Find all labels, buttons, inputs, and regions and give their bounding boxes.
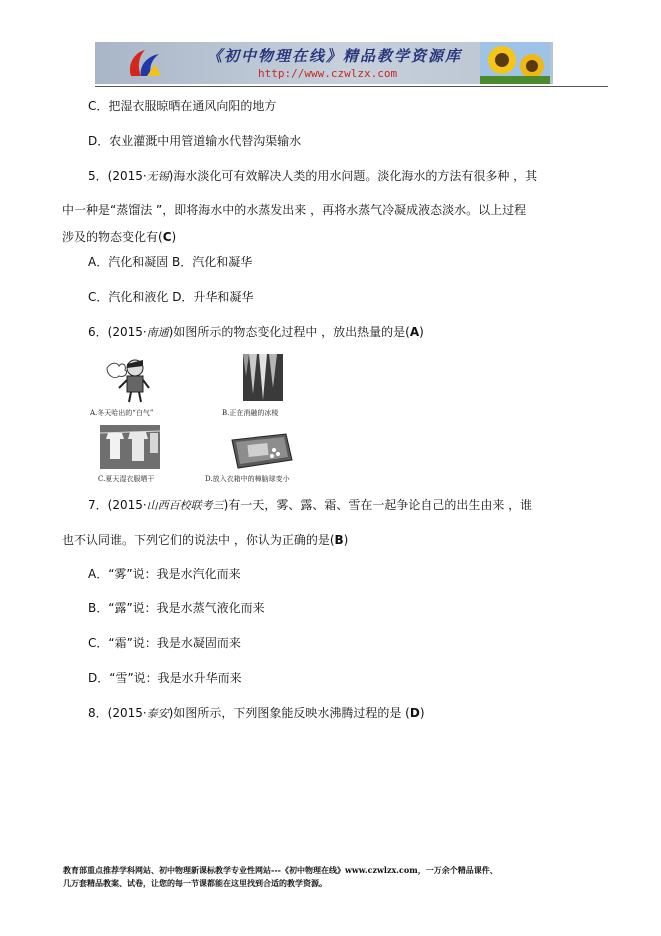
figure-d-caption: D.放入衣箱中的樟脑球变小 (205, 475, 290, 483)
q7-close: ) (343, 533, 349, 547)
question-7-line-1 (88, 497, 532, 514)
q5-source: 无锡 (146, 170, 169, 183)
banner-url[interactable]: http://www.czwlzx.com (258, 67, 398, 80)
q5-options-ab: A．汽化和凝固 B．汽化和凝华 (88, 255, 253, 269)
q7-number: 7．(2015· (88, 498, 147, 512)
q6-number: 6．(2015· (88, 325, 147, 339)
q6-source: 南通 (146, 326, 169, 339)
header-rule (95, 86, 608, 87)
q7-source: 山西百校联考三 (146, 499, 224, 512)
figure-a-white-breath (103, 354, 153, 404)
site-logo-icon (125, 46, 165, 80)
q8-close: ) (419, 706, 425, 720)
footer-line-2: 几万套精品教案、试卷，让您的每一节课都能在这里找到合适的教学资源。 (63, 878, 327, 888)
figure-b-melting-icicle (243, 354, 283, 401)
q8-answer: D (409, 706, 420, 720)
q5-number: 5．(2015· (88, 169, 147, 183)
q6-answer: A (409, 325, 420, 339)
q7-stem-end: 也不认同谁。下列它们的说法中 ，你认为正确的是( (62, 533, 335, 547)
q7-option-b: B．“露”说：我是水蒸气液化而来 (88, 601, 265, 615)
option-d-prev: D．农业灌溉中用管道输水代替沟渠输水 (88, 134, 302, 148)
q5-answer: C (162, 230, 172, 244)
q6-text: )如图所示的物态变化过程中 ，放出热量的是( (168, 325, 410, 339)
q7-option-c: C．“霜”说：我是水凝固而来 (88, 636, 241, 650)
figure-c-caption: C.夏天湿衣服晒干 (98, 475, 155, 483)
q6-close: ) (419, 325, 424, 339)
q5-text: )海水淡化可有效解决人类的用水问题。淡化海水的方法有很多种 ，其 (168, 169, 538, 183)
header-banner (95, 42, 553, 84)
question-5-line-3 (62, 229, 176, 245)
q7-option-d: D．“雪”说：我是水升华而来 (88, 671, 242, 685)
question-5-line-1 (88, 168, 537, 185)
q7-answer: B (334, 533, 344, 547)
figure-d-suitcase-mothballs (226, 426, 294, 470)
q5-options-cd: C．汽化和液化 D．升华和凝华 (88, 290, 254, 304)
figure-a-caption: A.冬天哈出的“白气” (90, 409, 154, 417)
q8-source: 泰安 (146, 707, 169, 720)
banner-title: 《初中物理在线》精品教学资源库 (207, 47, 463, 65)
q8-number: 8．(2015· (88, 706, 147, 720)
option-c-prev: C．把湿衣服晾晒在通风向阳的地方 (88, 99, 277, 113)
question-7-line-2 (62, 532, 348, 548)
question-8 (88, 705, 425, 722)
question-6 (88, 324, 424, 341)
footer-line-1: 教育部重点推荐学科网站、初中物理新课标教学专业性网站---《初中物理在线》www.czwlzx.com，一万余个精品课件、 (63, 865, 498, 875)
q7-text: )有一天，雾、露、霜、雪在一起争论自己的出生由来 ，谁 (223, 498, 533, 512)
q8-text: )如图所示，下列图象能反映水沸腾过程的是 ( (168, 706, 410, 720)
q5-stem-end: 涉及的物态变化有( (62, 230, 163, 244)
figure-b-caption: B.正在消融的冰棱 (222, 409, 279, 417)
figure-c-clothes-drying (100, 425, 160, 469)
q5-close: ) (171, 230, 177, 244)
question-5-line-2: 中一种是“蒸馏法 ”，即将海水中的水蒸发出来 ，再将水蒸气冷凝成液态淡水。以上过程 (62, 203, 527, 217)
sunflower-icon (480, 42, 550, 84)
q7-option-a: A．“雾”说：我是水汽化而来 (88, 567, 241, 581)
page-footer (63, 864, 603, 890)
